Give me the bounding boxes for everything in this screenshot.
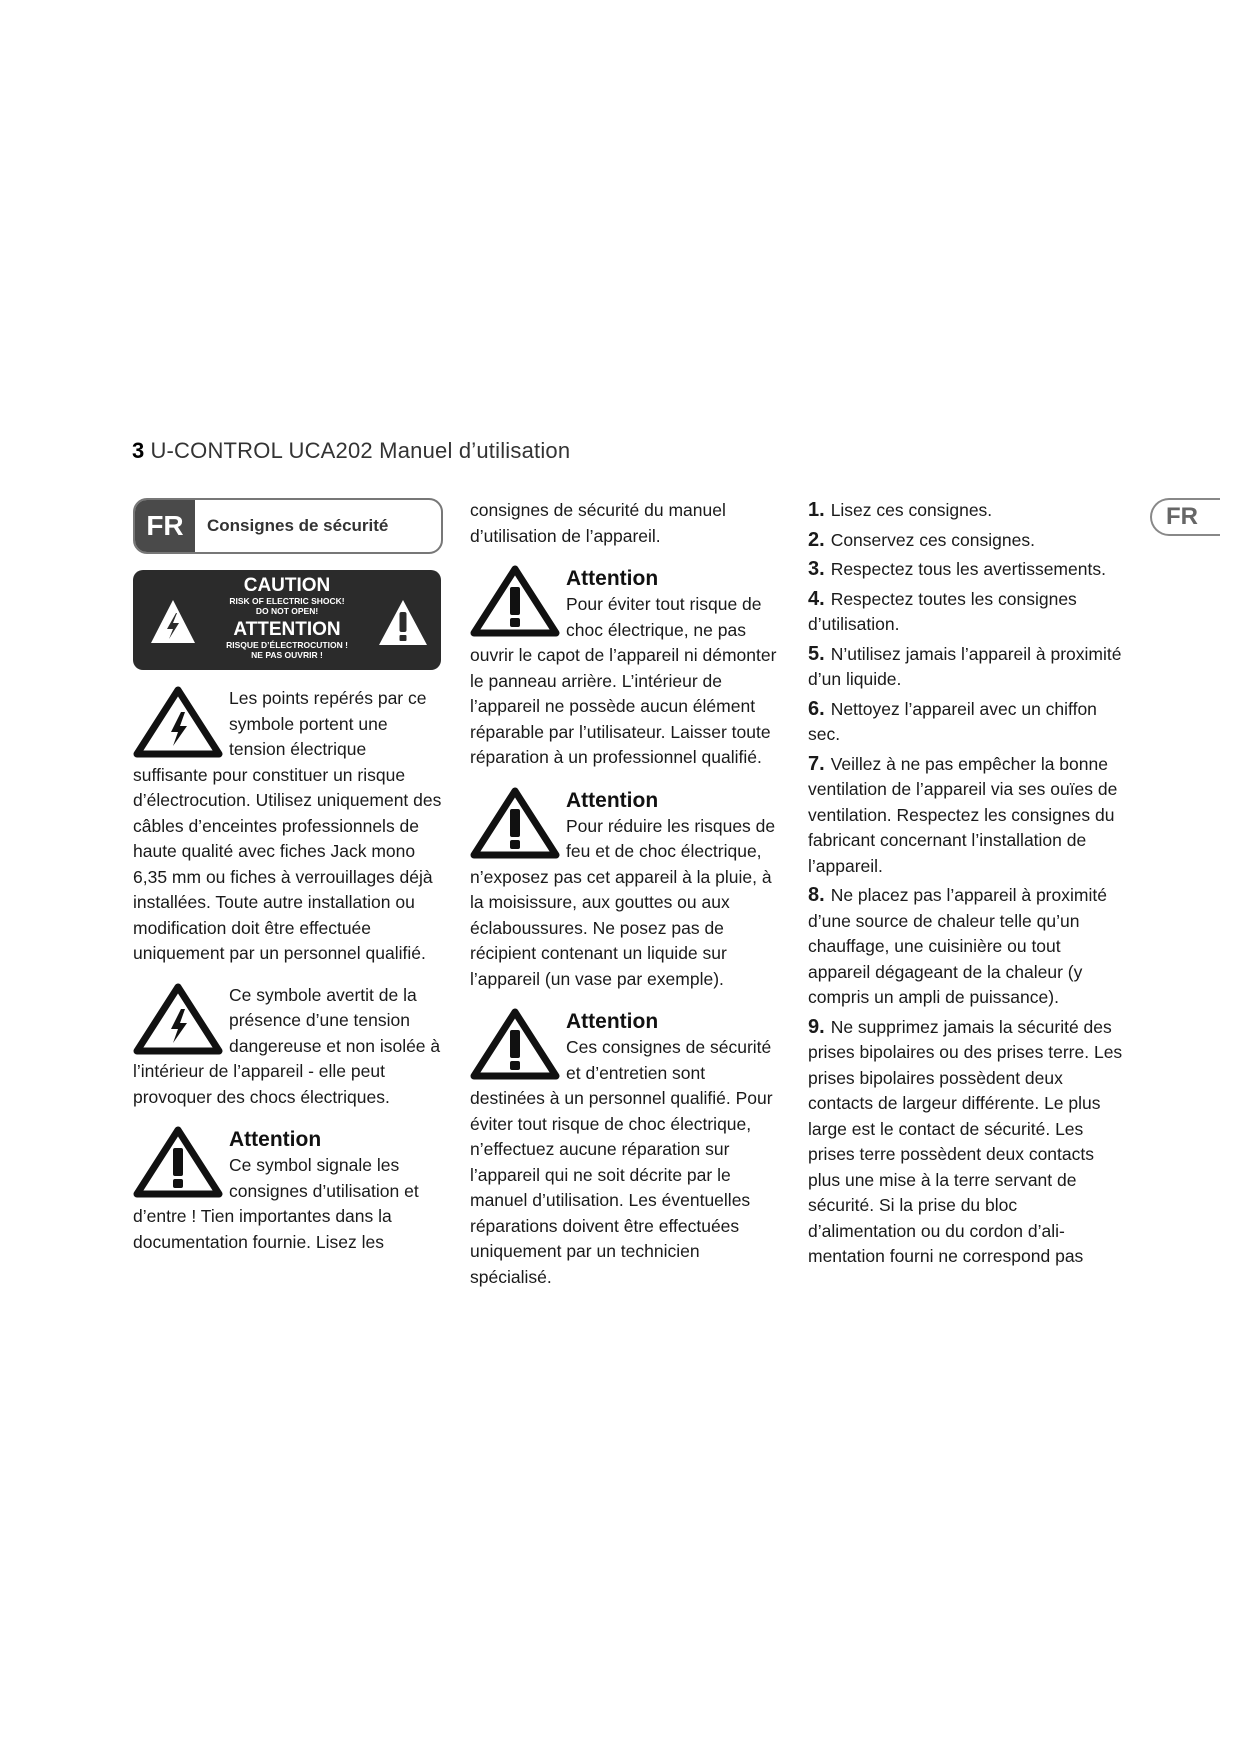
- safety-list-item: [808, 557, 1126, 583]
- exclamation-triangle-icon: [470, 565, 560, 637]
- item-number: 3.: [808, 558, 825, 580]
- attention-title: Attention: [566, 567, 659, 590]
- safety-list-item: [808, 697, 1126, 748]
- exclamation-triangle-icon: [470, 787, 560, 859]
- attention-line: NE PAS OUVRIR !: [251, 650, 323, 660]
- electric-shock-warning-icon: [149, 598, 197, 646]
- caution-line: DO NOT OPEN!: [255, 606, 319, 616]
- section-lang-badge: FR: [135, 500, 195, 552]
- attention-line: RISQUE D’ÉLECTROCUTION !: [226, 640, 348, 650]
- safety-list-item: [808, 642, 1126, 693]
- lightning-triangle-icon: [133, 686, 223, 758]
- exclamation-triangle-icon: [133, 1126, 223, 1198]
- continued-text: consignes de sécurité du manuel d’utilisation de l’appareil.: [470, 500, 726, 546]
- item-text: Veillez à ne pas empêcher la bonne ventilation de l’appareil via ses ouïes de ventilation. Respectez les consignes du fabricant concernant l’installation de l’appareil.: [808, 753, 1118, 876]
- attention-text: Ces consignes de sécurité et d’entretien sont destinées à un personnel qualifié. Pour éviter tout risque de choc électrique, n’effectuez aucune réparation sur l’appareil qui ne soit décrite par le manuel d’utilisation. Les éventuelles réparations doivent être effectuées uniquement par un technicien spécialisé.: [470, 1037, 773, 1287]
- lightning-triangle-icon: [133, 983, 223, 1055]
- item-number: 8.: [808, 884, 825, 906]
- caution-heading: CAUTION: [243, 575, 331, 596]
- lightning-symbol-text: Les points repérés par ce symbole portent une tension électrique suffisante pour constituer un risque d’électrocution. Utilisez uniquement des câbles d’enceintes professionnels de haute qualité avec fiches Jack mono 6,35 mm ou fiches à verrouillages déjà installées. Toute autre installation ou modification doit être effectuée uniquement par un personnel qualifié.: [133, 688, 442, 963]
- voltage-symbol-text: Ce symbole avertit de la présence d’une tension dangereuse et non isolée à l’intérieur de l’appareil - elle peut provoquer des chocs électriques.: [133, 984, 441, 1107]
- safety-list-item: [808, 498, 1126, 524]
- attention-title: Attention: [229, 1128, 322, 1151]
- item-number: 2.: [808, 528, 825, 551]
- section-title: Consignes de sécurité: [207, 516, 389, 536]
- item-text: N’utilisez jamais l’appareil à proximité d’un liquide.: [808, 643, 1122, 689]
- item-number: 7.: [808, 752, 825, 775]
- attention-note-fire: [470, 787, 780, 993]
- attention-text: Ce symbol signale les consignes d’utilisation et d’entre ! Tien importantes dans la documentation fournie. Lisez les: [133, 1155, 419, 1252]
- item-text: Respectez toutes les consignes d’utilisation.: [808, 588, 1077, 634]
- voltage-symbol-note: [133, 983, 443, 1111]
- attention-note-service: [470, 1008, 780, 1290]
- caution-text: [203, 576, 371, 660]
- safety-list-item: [808, 883, 1126, 1011]
- attention-text: Pour réduire les risques de feu et de choc électrique, n’exposez pas cet appareil à la pluie, à la moisissure, aux gouttes ou aux éclaboussures. Ne posez pas de récipient contenant un liquide sur l’appareil (un vase par exemple).: [470, 815, 776, 989]
- caution-label: [133, 570, 441, 670]
- safety-list-item: [808, 528, 1126, 554]
- column-3: [808, 498, 1126, 1274]
- exclamation-triangle-icon: [470, 1008, 560, 1080]
- item-text: Ne placez pas l’appareil à proximité d’une source de chaleur telle qu’un chauffage, une cuisinière ou tout appareil dégageant de la chaleur (y compris un ampli de puissance).: [808, 885, 1107, 1007]
- section-banner: [133, 498, 443, 554]
- attention-title: Attention: [566, 788, 659, 812]
- item-number: 4.: [808, 587, 825, 610]
- item-number: 5.: [808, 642, 825, 665]
- caution-line: RISK OF ELECTRIC SHOCK!: [229, 596, 345, 606]
- item-text: Nettoyez l’appareil avec un chiffon sec.: [808, 698, 1097, 744]
- page-number: 3: [132, 438, 145, 463]
- safety-list-item: [808, 752, 1126, 880]
- item-number: 9.: [808, 1015, 825, 1038]
- attention-note: [133, 1126, 443, 1255]
- language-tab: FR: [1150, 498, 1220, 536]
- lightning-symbol-note: [133, 686, 443, 967]
- column-2: [470, 498, 780, 1306]
- document-title: U-CONTROL UCA202 Manuel d’utilisation: [150, 438, 571, 463]
- attention-heading: ATTENTION: [233, 619, 341, 640]
- safety-list-item: [808, 1015, 1126, 1270]
- page-header: [132, 438, 570, 464]
- exclamation-warning-icon: [377, 598, 429, 648]
- column-1: [133, 498, 443, 1271]
- item-text: Ne supprimez jamais la sécurité des prises bipolaires ou des prises terre. Les prises bipolaires possèdent deux contacts de largeur différente. Le plus large est le contact de sécurité. Les prises terre possèdent deux contacts plus une mise à la terre servant de sécurité. Si la prise du bloc d’alimentation ou du cordon d’ali-mentation fourni ne correspond pas: [808, 1016, 1123, 1266]
- attention-note-shock: [470, 565, 780, 771]
- item-number: 6.: [808, 697, 825, 720]
- item-text: Lisez ces consignes.: [830, 500, 993, 520]
- item-text: Conservez ces consignes.: [830, 529, 1035, 550]
- attention-text: Pour éviter tout risque de choc électrique, ne pas ouvrir le capot de l’appareil ni démonter le panneau arrière. L’intérieur de l’appareil ne possède aucun élément réparable par l’utilisateur. Laisser toute réparation à un professionnel qualifié.: [470, 594, 777, 767]
- safety-list-item: [808, 587, 1126, 638]
- item-text: Respectez tous les avertissements.: [830, 559, 1106, 579]
- attention-title: Attention: [566, 1010, 659, 1033]
- item-number: 1.: [808, 499, 825, 521]
